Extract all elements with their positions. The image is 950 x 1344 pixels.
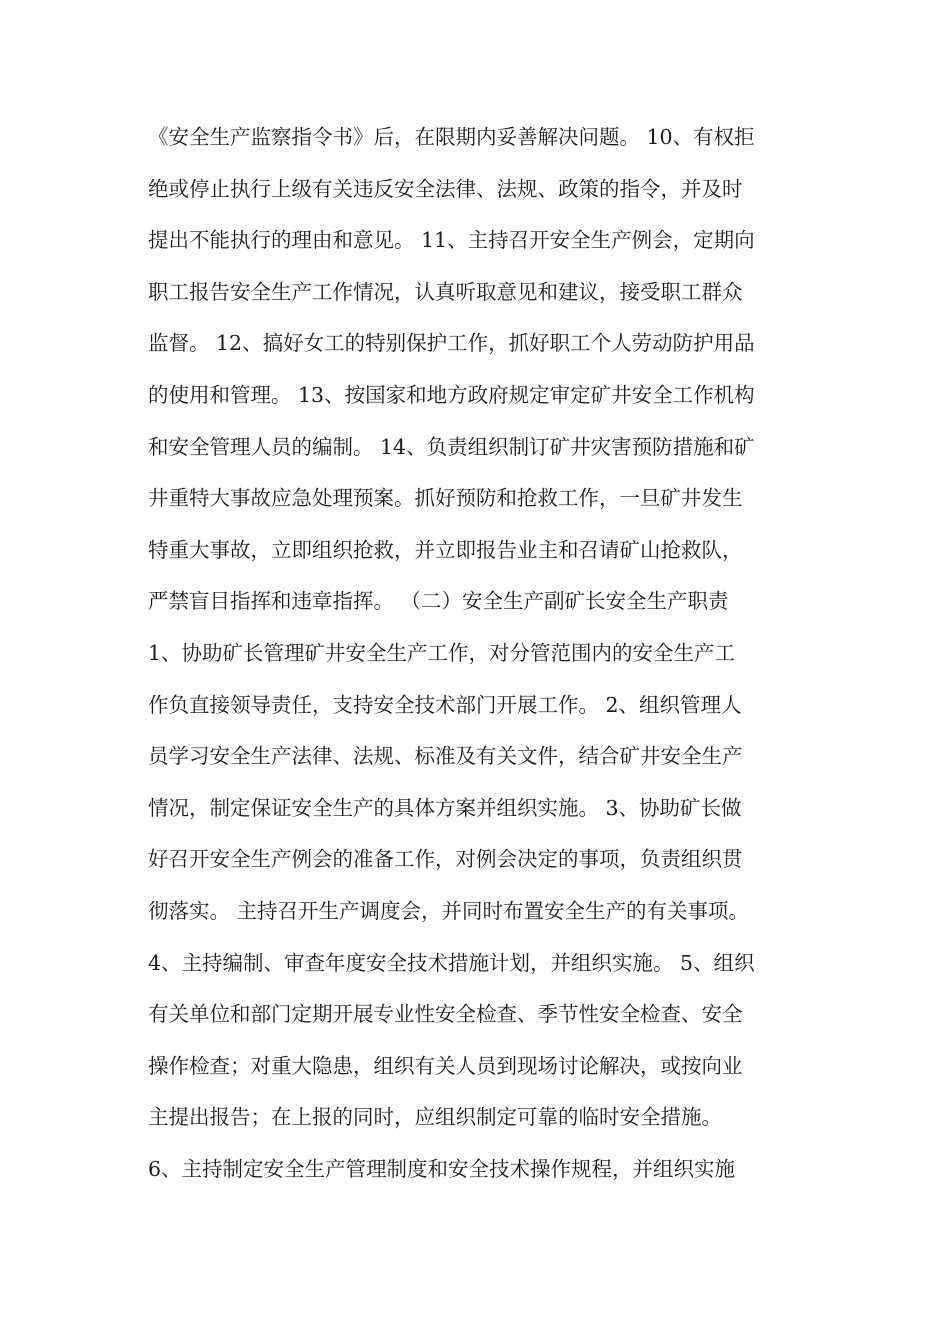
body-text	[148, 112, 808, 1195]
text-line: 1、协助矿长管理矿井安全生产工作，对分管范围内的安全生产工	[148, 640, 736, 665]
text-line: 严禁盲目指挥和违章指挥。 （二）安全生产副矿长安全生产职责	[148, 589, 729, 614]
text-line: 监督。 12、搞好女工的特别保护工作，抓好职工个人劳动防护用品	[148, 331, 755, 356]
text-line: 职工报告安全生产工作情况，认真听取意见和建议，接受职工群众	[148, 279, 743, 304]
text-line: 4、主持编制、审查年度安全技术措施计划，并组织实施。 5、组织	[148, 950, 755, 975]
text-line: 员学习安全生产法律、法规、标准及有关文件，结合矿井安全生产	[148, 744, 743, 769]
text-line: 和安全管理人员的编制。 14、负责组织制订矿井灾害预防措施和矿	[148, 434, 755, 459]
text-line: 特重大事故，立即组织抢救，并立即报告业主和召请矿山抢救队，	[148, 537, 743, 562]
text-line: 《安全生产监察指令书》后，在限期内妥善解决问题。 10、有权拒	[148, 125, 755, 149]
text-line: 绝或停止执行上级有关违反安全法律、法规、政策的指令，并及时	[148, 176, 743, 201]
text-line: 作负直接领导责任，支持安全技术部门开展工作。 2、组织管理人	[148, 692, 742, 717]
text-line: 情况，制定保证安全生产的具体方案并组织实施。 3、协助矿长做	[148, 795, 742, 820]
text-line: 主提出报告；在上报的同时，应组织制定可靠的临时安全措施。	[148, 1105, 722, 1130]
text-line: 操作检查；对重大隐患，组织有关人员到现场讨论解决，或按向业	[148, 1053, 743, 1078]
text-line: 有关单位和部门定期开展专业性安全检查、季节性安全检查、安全	[148, 1002, 743, 1027]
text-line: 的使用和管理。 13、按国家和地方政府规定审定矿井安全工作机构	[148, 382, 755, 407]
text-line: 好召开安全生产例会的准备工作，对例会决定的事项，负责组织贯	[148, 847, 743, 872]
text-line: 6、主持制定安全生产管理制度和安全技术操作规程，并组织实施	[148, 1156, 736, 1181]
text-line: 彻落实。 主持召开生产调度会，并同时布置安全生产的有关事项。	[148, 898, 750, 923]
text-line: 提出不能执行的理由和意见。 11、主持召开安全生产例会，定期向	[148, 228, 755, 253]
text-line: 井重特大事故应急处理预案。抓好预防和抢救工作，一旦矿井发生	[148, 486, 743, 511]
